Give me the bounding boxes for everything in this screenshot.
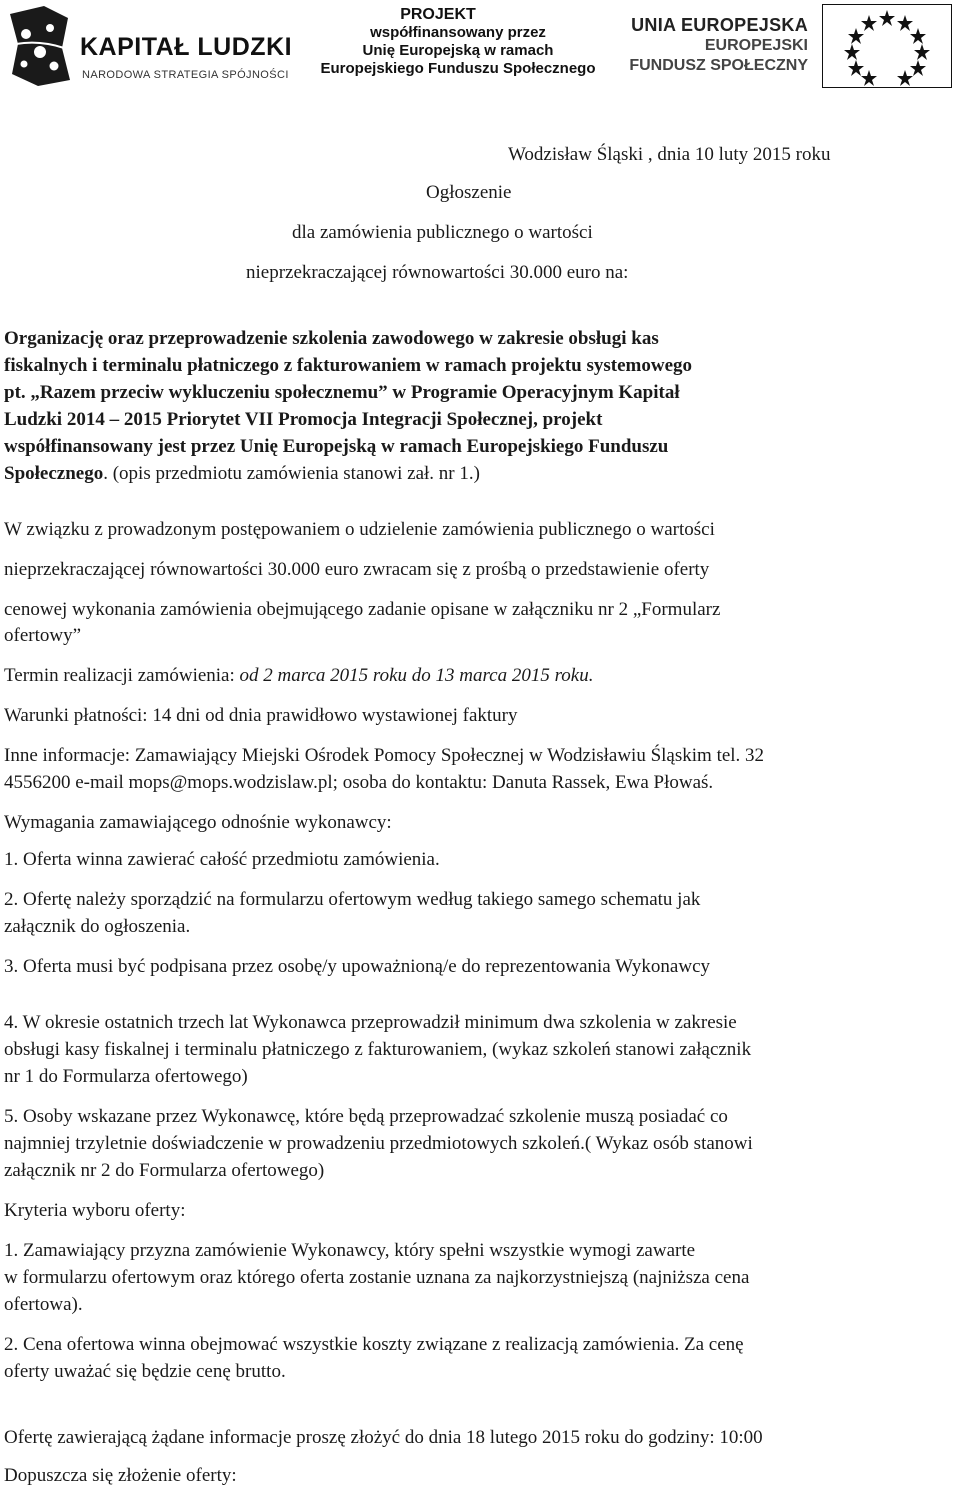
subject-line: Organizację oraz przeprowadzenie szkolenia zawodowego w zakresie obsługi kas <box>4 328 659 349</box>
eu-logo-text <box>622 14 808 76</box>
criteria-item: oferty uważać się będzie cenę brutto. <box>4 1361 286 1382</box>
intro-line: ofertowy” <box>4 625 82 646</box>
page-header <box>0 0 960 90</box>
eu-fund-line: EUROPEJSKI <box>704 37 808 54</box>
requirement-item: 5. Osoby wskazane przez Wykonawcę, które będą przeprowadzać szkolenie muszą posiadać co <box>4 1106 728 1127</box>
project-cofinancing-note <box>300 6 616 78</box>
page-title: Ogłoszenie <box>426 182 512 203</box>
requirement-item: najmniej trzyletnie doświadczenie w prowadzeniu przedmiotowych szkoleń.( Wykaz osób stanowi <box>4 1133 753 1154</box>
eu-fund-line: FUNDUSZ SPOŁECZNY <box>629 57 808 74</box>
project-line: PROJEKT <box>400 6 476 23</box>
intro-line: nieprzekraczającej równowartości 30.000 euro zwracam się z prośbą o przedstawienie oferty <box>4 559 710 580</box>
requirement-item: 2. Ofertę należy sporządzić na formularzu ofertowym według takiego samego schematu jak <box>4 889 701 910</box>
other-info-line: Inne informacje: Zamawiający Miejski Ośrodek Pomocy Społecznej w Wodzisławiu Śląskim tel. 32 <box>4 745 765 766</box>
project-line: Unię Europejską w ramach <box>362 42 554 59</box>
eu-flag-icon <box>822 4 952 88</box>
criteria-item: 2. Cena ofertowa winna obejmować wszystkie koszty związane z realizacją zamówienia. Za cenę <box>4 1334 744 1355</box>
subject-text: pt. „Razem przeciw wykluczeniu społecznemu” w Programie Operacyjnym Kapitał <box>4 382 680 403</box>
requirement-item: załącznik do ogłoszenia. <box>4 916 191 937</box>
payment-terms: Warunki płatności: 14 dni od dnia prawidłowo wystawionej faktury <box>4 705 518 726</box>
requirement-item: nr 1 do Formularza ofertowego) <box>4 1066 248 1087</box>
page-subtitle: dla zamówienia publicznego o wartości <box>292 222 593 243</box>
page-subtitle: nieprzekraczającej równowartości 30.000 euro na: <box>246 262 629 283</box>
subject-line: Ludzki 2014 – 2015 Priorytet VII Promocja Integracji Społecznej, projekt <box>4 409 603 430</box>
allowed-offers: Dopuszcza się złożenie oferty: <box>4 1465 237 1486</box>
requirements-heading: Wymagania zamawiającego odnośnie wykonawcy: <box>4 812 392 833</box>
kapital-ludzki-logo <box>4 4 293 88</box>
subject-line <box>4 380 956 406</box>
submission-deadline: Ofertę zawierającą żądane informacje proszę złożyć do dnia 18 lutego 2015 roku do godziny: 10:00 <box>4 1427 763 1448</box>
eu-title: UNIA EUROPEJSKA <box>631 15 808 35</box>
criteria-item: ofertowa). <box>4 1294 83 1315</box>
criteria-item: 1. Zamawiający przyzna zamówienie Wykonawcy, który spełni wszystkie wymogi zawarte <box>4 1240 696 1261</box>
criteria-item: w formularzu ofertowym oraz którego oferta zostanie uznana za najkorzystniejszą (najniższa cena <box>4 1267 750 1288</box>
place-date: Wodzisław Śląski , dnia 10 luty 2015 roku <box>508 144 831 165</box>
project-line: Europejskiego Funduszu Społecznego <box>320 60 596 77</box>
project-line: współfinansowany przez <box>370 24 546 41</box>
subject-line <box>4 461 480 487</box>
eu-logo <box>622 4 956 88</box>
requirement-item: 1. Oferta winna zawierać całość przedmiotu zamówienia. <box>4 849 440 870</box>
subject-note: . (opis przedmiotu zamówienia stanowi zał. nr 1.) <box>103 463 480 484</box>
term-label: Termin realizacji zamówienia: <box>4 665 240 686</box>
kapital-ludzki-emblem-icon <box>4 4 74 88</box>
intro-line: cenowej wykonania zamówienia obejmującego zadanie opisane w załączniku nr 2 „Formularz <box>4 599 721 620</box>
intro-line: W związku z prowadzonym postępowaniem o udzielenie zamówienia publicznego o wartości <box>4 519 715 540</box>
term-value: od 2 marca 2015 roku do 13 marca 2015 roku. <box>239 665 594 686</box>
other-info-line: 4556200 e-mail mops@mops.wodzislaw.pl; osoba do kontaktu: Danuta Rassek, Ewa Płowaś. <box>4 772 714 793</box>
requirement-item: obsługi kasy fiskalnej i terminalu płatniczego z fakturowaniem, (wykaz szkoleń stanowi załącznik <box>4 1039 752 1060</box>
requirement-item: załącznik nr 2 do Formularza ofertowego) <box>4 1160 325 1181</box>
requirement-item: 3. Oferta musi być podpisana przez osobę/y upoważnioną/e do reprezentowania Wykonawcy <box>4 956 711 977</box>
kapital-ludzki-subtitle: NARODOWA STRATEGIA SPÓJNOŚCI <box>82 69 289 81</box>
subject-line: współfinansowany jest przez Unię Europejską w ramach Europejskiego Funduszu <box>4 436 669 457</box>
subject-text: Społecznego <box>4 463 104 484</box>
criteria-heading: Kryteria wyboru oferty: <box>4 1200 186 1221</box>
subject-line: fiskalnych i terminalu płatniczego z fakturowaniem w ramach projektu systemowego <box>4 355 692 376</box>
requirement-item: 4. W okresie ostatnich trzech lat Wykonawca przeprowadził minimum dwa szkolenia w zakresie <box>4 1012 737 1033</box>
term-line <box>4 663 593 689</box>
kapital-ludzki-title: KAPITAŁ LUDZKI <box>80 33 293 61</box>
